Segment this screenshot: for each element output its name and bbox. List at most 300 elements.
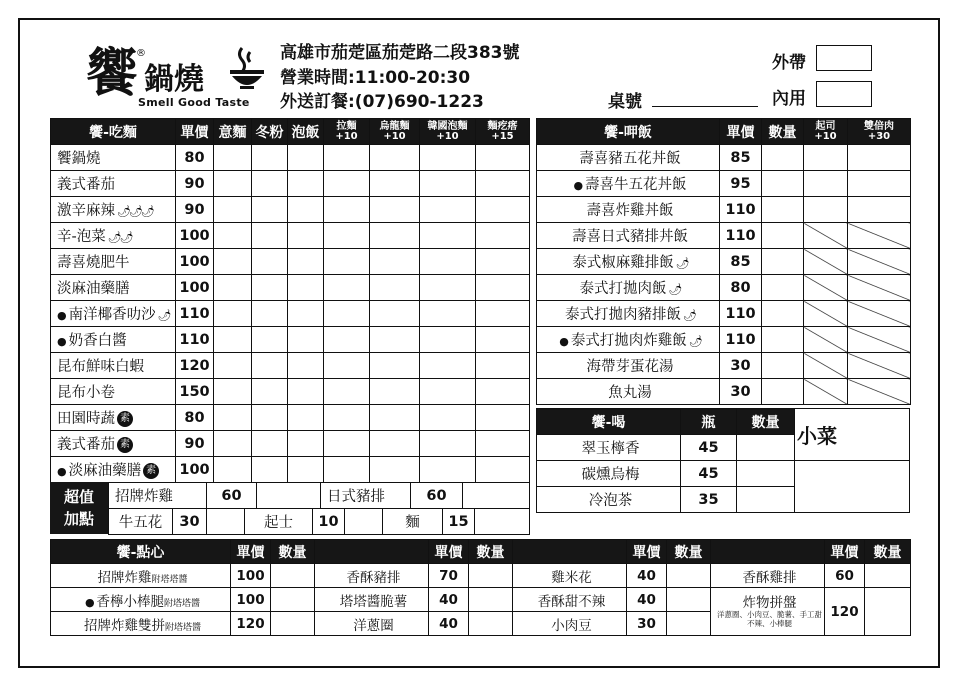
qty-cell[interactable] [370, 171, 420, 197]
qty-cell[interactable] [476, 327, 530, 353]
menu-item [51, 379, 176, 405]
cheese-addon-cell[interactable] [804, 171, 848, 197]
item-price: 30 [720, 353, 762, 379]
addon-price: 15 [443, 509, 475, 535]
qty-cell[interactable] [469, 564, 513, 588]
item-price: 90 [176, 431, 214, 457]
item-name: 冷泡茶 [588, 493, 633, 509]
menu-item [51, 353, 176, 379]
qty-cell[interactable] [420, 353, 476, 379]
column-header-blank [513, 540, 627, 564]
menu-row [537, 353, 911, 379]
item-name: 義式番茄 [57, 177, 115, 193]
menu-row [51, 353, 530, 379]
menu-row [537, 171, 911, 197]
qty-cell[interactable] [214, 145, 252, 171]
qty-cell[interactable] [214, 405, 252, 431]
qty-cell[interactable] [476, 457, 530, 483]
qty-cell[interactable] [370, 223, 420, 249]
qty-cell[interactable] [476, 405, 530, 431]
qty-cell[interactable] [370, 327, 420, 353]
item-name: 辛-泡菜 [57, 229, 106, 245]
menu-row [51, 457, 530, 483]
qty-cell[interactable] [420, 171, 476, 197]
item-price: 150 [176, 379, 214, 405]
snack-price: 100 [231, 564, 271, 588]
item-name: 泰式打拋肉炸雞飯 [570, 333, 687, 349]
double-meat-addon-cell[interactable] [848, 171, 911, 197]
qty-cell[interactable] [324, 249, 370, 275]
menu-item [51, 249, 176, 275]
drink-row [537, 435, 795, 461]
qty-cell[interactable] [420, 145, 476, 171]
menu-row [51, 249, 530, 275]
addon-table-2 [108, 508, 530, 535]
menu-row [537, 327, 911, 353]
addon-name: 起士 [245, 509, 313, 535]
takeout-checkbox[interactable] [816, 45, 872, 71]
menu-row [51, 171, 530, 197]
qty-cell[interactable] [214, 457, 252, 483]
qty-cell[interactable] [252, 327, 288, 353]
qty-cell[interactable] [288, 275, 324, 301]
item-name: 翠玉檸香 [581, 441, 640, 457]
qty-cell[interactable] [271, 588, 315, 612]
menu-item [51, 431, 176, 457]
chili-icon: 🌶 [157, 309, 170, 322]
menu-item [51, 301, 176, 327]
column-header: 麵疙瘩 +15 [476, 119, 530, 145]
drink-price: 35 [681, 487, 737, 513]
menu-item [51, 275, 176, 301]
snack-item [51, 612, 231, 636]
combo-note: 附塔塔醬 [151, 574, 188, 585]
cheese-addon-cell [804, 249, 848, 275]
addon-price: 10 [313, 509, 345, 535]
snack-price: 70 [429, 564, 469, 588]
cheese-addon-cell [804, 379, 848, 405]
item-name: 香檸小棒腿 [96, 593, 165, 610]
column-header: 單價 [231, 540, 271, 564]
addon-table [108, 482, 530, 509]
snack-row [51, 588, 911, 612]
drink-menu-table [536, 408, 795, 513]
item-name: 泰式椒麻雞排飯 [572, 255, 674, 271]
drink-item [537, 487, 681, 513]
qty-cell[interactable] [324, 275, 370, 301]
qty-cell[interactable] [476, 249, 530, 275]
item-price: 110 [720, 327, 762, 353]
qty-cell[interactable] [420, 249, 476, 275]
qty-cell[interactable] [667, 612, 711, 636]
snack-price: 40 [429, 612, 469, 636]
qty-cell[interactable] [476, 223, 530, 249]
qty-cell[interactable] [370, 249, 420, 275]
drink-row [537, 461, 795, 487]
qty-cell[interactable] [324, 301, 370, 327]
snack-row [51, 564, 911, 588]
qty-cell[interactable] [288, 405, 324, 431]
item-name: 壽喜燒肥牛 [57, 255, 130, 271]
menu-item [537, 171, 720, 197]
table-number-field[interactable] [652, 106, 758, 107]
qty-cell[interactable] [214, 379, 252, 405]
qty-cell[interactable] [288, 197, 324, 223]
qty-cell[interactable] [324, 431, 370, 457]
qty-cell[interactable] [476, 301, 530, 327]
double-meat-addon-cell [848, 327, 911, 353]
qty-cell[interactable] [762, 327, 804, 353]
qty-cell[interactable] [288, 353, 324, 379]
qty-cell[interactable] [476, 197, 530, 223]
menu-row [51, 301, 530, 327]
delivery-phone: 外送訂餐:(07)690-1223 [280, 92, 484, 112]
qty-cell[interactable] [762, 223, 804, 249]
qty-cell[interactable] [420, 379, 476, 405]
qty-cell[interactable] [288, 249, 324, 275]
cheese-addon-cell[interactable] [804, 145, 848, 171]
column-header: 雙倍肉 +30 [848, 119, 911, 145]
item-price: 90 [176, 197, 214, 223]
menu-row [537, 379, 911, 405]
vegetarian-icon: 素 [143, 463, 159, 479]
qty-cell[interactable] [476, 145, 530, 171]
chef-recommend-icon: ● [57, 465, 67, 478]
qty-cell[interactable] [252, 223, 288, 249]
qty-cell[interactable] [252, 171, 288, 197]
snack-item [711, 564, 825, 588]
qty-cell[interactable] [288, 171, 324, 197]
menu-item [537, 249, 720, 275]
qty-cell[interactable] [324, 197, 370, 223]
item-price: 120 [176, 353, 214, 379]
snack-item [315, 588, 429, 612]
qty-cell[interactable] [370, 379, 420, 405]
menu-row [537, 145, 911, 171]
column-header: 拉麵 +10 [324, 119, 370, 145]
qty-cell[interactable] [252, 145, 288, 171]
item-name: 招牌炸雞 [97, 569, 152, 586]
cheese-addon-cell[interactable] [804, 197, 848, 223]
double-meat-addon-cell[interactable] [848, 197, 911, 223]
qty-cell[interactable] [762, 171, 804, 197]
qty-cell[interactable] [252, 275, 288, 301]
qty-cell[interactable] [271, 564, 315, 588]
column-header: 泡飯 [288, 119, 324, 145]
combo-note: 附塔塔醬 [164, 598, 201, 609]
addon-name: 牛五花 [109, 509, 173, 535]
qty-cell[interactable] [370, 301, 420, 327]
menu-row [537, 223, 911, 249]
item-name: 炸物拼盤 [742, 594, 797, 611]
qty-cell[interactable] [737, 435, 795, 461]
takeout-label: 外帶 [772, 53, 806, 73]
qty-cell[interactable] [252, 353, 288, 379]
qty-cell[interactable] [469, 612, 513, 636]
column-header: 韓國泡麵 +10 [420, 119, 476, 145]
item-name: 奶香白醬 [68, 333, 127, 349]
dinein-checkbox[interactable] [816, 81, 872, 107]
rice-menu-table [536, 118, 911, 405]
qty-cell[interactable] [271, 612, 315, 636]
side-dish-qty-cell[interactable] [795, 461, 910, 513]
qty-cell[interactable] [324, 405, 370, 431]
qty-cell[interactable] [252, 457, 288, 483]
combo-note: 附塔塔醬 [164, 622, 201, 633]
snack-price: 120 [231, 612, 271, 636]
qty-cell[interactable] [214, 431, 252, 457]
qty-cell[interactable] [762, 301, 804, 327]
qty-cell[interactable] [324, 223, 370, 249]
qty-cell[interactable] [324, 171, 370, 197]
qty-cell[interactable] [370, 457, 420, 483]
addon-qty-cell[interactable] [207, 509, 245, 535]
addon-qty-cell[interactable] [345, 509, 383, 535]
column-header: 數量 [737, 409, 795, 435]
logo [86, 44, 266, 114]
column-header: 單價 [176, 119, 214, 145]
item-name: 塔塔醬脆薯 [339, 593, 408, 610]
double-meat-addon-cell [848, 223, 911, 249]
qty-cell[interactable] [324, 145, 370, 171]
qty-cell[interactable] [420, 431, 476, 457]
qty-cell[interactable] [252, 405, 288, 431]
qty-cell[interactable] [288, 223, 324, 249]
item-price: 80 [720, 275, 762, 301]
vegetarian-icon: 素 [117, 411, 133, 427]
double-meat-addon-cell [848, 353, 911, 379]
item-price: 110 [176, 301, 214, 327]
column-header: 起司 +10 [804, 119, 848, 145]
qty-cell[interactable] [324, 457, 370, 483]
qty-cell[interactable] [214, 249, 252, 275]
column-header: 單價 [825, 540, 865, 564]
column-header: 烏龍麵 +10 [370, 119, 420, 145]
chef-recommend-icon: ● [559, 335, 569, 348]
item-name: 南洋椰香叻沙 [68, 307, 156, 323]
qty-cell[interactable] [370, 197, 420, 223]
double-meat-addon-cell[interactable] [848, 145, 911, 171]
item-name: 昆布鮮味白蝦 [57, 359, 144, 375]
item-price: 80 [176, 405, 214, 431]
qty-cell[interactable] [762, 353, 804, 379]
qty-cell[interactable] [420, 223, 476, 249]
addon-price: 60 [207, 483, 257, 509]
item-name: 香酥豬排 [346, 569, 401, 586]
column-header-blank [315, 540, 429, 564]
cheese-addon-cell [804, 327, 848, 353]
qty-cell[interactable] [324, 353, 370, 379]
item-note: 洋蔥圈、小肉豆、脆薯、手工甜不辣、小棒腿 [717, 609, 822, 628]
drink-price: 45 [681, 435, 737, 461]
qty-cell[interactable] [324, 327, 370, 353]
column-header: 單價 [429, 540, 469, 564]
menu-item [51, 327, 176, 353]
qty-cell[interactable] [370, 353, 420, 379]
double-meat-addon-cell [848, 249, 911, 275]
qty-cell[interactable] [737, 487, 795, 513]
qty-cell[interactable] [420, 405, 476, 431]
menu-item [537, 145, 720, 171]
addon-qty-cell[interactable] [257, 483, 321, 509]
drink-item [537, 461, 681, 487]
menu-row [51, 379, 530, 405]
item-name: 田園時蔬 [57, 411, 115, 427]
logo-tagline: Smell Good Taste [138, 96, 250, 109]
qty-cell[interactable] [420, 301, 476, 327]
column-header: 冬粉 [252, 119, 288, 145]
snack-item [315, 612, 429, 636]
logo-big-char: 饗 [86, 44, 139, 104]
item-name: 淡麻油藥膳 [68, 463, 142, 479]
qty-cell[interactable] [252, 301, 288, 327]
item-name: 海帶芽蛋花湯 [586, 359, 674, 375]
menu-item [51, 145, 176, 171]
qty-cell[interactable] [476, 431, 530, 457]
qty-cell[interactable] [288, 431, 324, 457]
qty-cell[interactable] [370, 145, 420, 171]
qty-cell[interactable] [762, 145, 804, 171]
item-price: 95 [720, 171, 762, 197]
menu-row [51, 327, 530, 353]
qty-cell[interactable] [762, 197, 804, 223]
snack-item [513, 612, 627, 636]
addon-qty-cell[interactable] [463, 483, 530, 509]
item-price: 85 [720, 249, 762, 275]
addon-name: 麵 [383, 509, 443, 535]
qty-cell[interactable] [252, 431, 288, 457]
column-header: 單價 [720, 119, 762, 145]
menu-item [51, 197, 176, 223]
qty-cell[interactable] [252, 197, 288, 223]
item-name: 小肉豆 [551, 617, 592, 634]
column-header-blank [711, 540, 825, 564]
menu-item [537, 275, 720, 301]
menu-item [537, 197, 720, 223]
column-header: 饗-點心 [51, 540, 231, 564]
qty-cell[interactable] [288, 145, 324, 171]
column-header: 單價 [627, 540, 667, 564]
qty-cell[interactable] [214, 275, 252, 301]
qty-cell[interactable] [667, 564, 711, 588]
item-name: 昆布小卷 [57, 385, 115, 401]
qty-cell[interactable] [476, 353, 530, 379]
qty-cell[interactable] [476, 275, 530, 301]
side-dish-label: 小菜 [797, 424, 837, 448]
qty-cell[interactable] [214, 197, 252, 223]
qty-cell[interactable] [324, 379, 370, 405]
qty-cell[interactable] [214, 353, 252, 379]
item-price: 100 [176, 275, 214, 301]
menu-item [537, 301, 720, 327]
column-header: 數量 [865, 540, 911, 564]
chili-icon: 🌶🌶 [107, 231, 132, 244]
chili-icon: 🌶 [668, 283, 681, 296]
item-price: 110 [720, 301, 762, 327]
addon-qty-cell[interactable] [475, 509, 530, 535]
qty-cell[interactable] [420, 197, 476, 223]
addon-price: 30 [173, 509, 207, 535]
menu-row [537, 249, 911, 275]
qty-cell[interactable] [420, 457, 476, 483]
qty-cell[interactable] [762, 379, 804, 405]
qty-cell[interactable] [288, 301, 324, 327]
qty-cell[interactable] [370, 431, 420, 457]
addon-name: 日式豬排 [321, 483, 411, 509]
snack-price: 100 [231, 588, 271, 612]
column-header: 饗-吃麵 [51, 119, 176, 145]
item-name: 饗鍋燒 [57, 151, 101, 167]
menu-item [537, 327, 720, 353]
item-name: 雞米花 [551, 569, 592, 586]
qty-cell[interactable] [667, 588, 711, 612]
qty-cell[interactable] [865, 564, 911, 588]
snack-price: 40 [627, 564, 667, 588]
menu-row [537, 301, 911, 327]
snack-price: 40 [429, 588, 469, 612]
item-price: 80 [176, 145, 214, 171]
item-name: 香酥甜不辣 [537, 593, 606, 610]
snack-menu-table [50, 539, 911, 636]
column-header: 數量 [271, 540, 315, 564]
snack-price: 120 [825, 588, 865, 636]
cheese-addon-cell [804, 223, 848, 249]
qty-cell[interactable] [288, 457, 324, 483]
qty-cell[interactable] [214, 301, 252, 327]
qty-cell[interactable] [288, 327, 324, 353]
qty-cell[interactable] [420, 275, 476, 301]
addon-name: 招牌炸雞 [109, 483, 207, 509]
qty-cell[interactable] [762, 275, 804, 301]
qty-cell[interactable] [737, 461, 795, 487]
item-name: 激辛麻辣 [57, 203, 115, 219]
column-header: 瓶 [681, 409, 737, 435]
vegetarian-icon: 素 [117, 437, 133, 453]
qty-cell[interactable] [252, 379, 288, 405]
chili-icon: 🌶🌶🌶 [117, 205, 153, 218]
qty-cell[interactable] [476, 171, 530, 197]
item-name: 壽喜日式豬排丼飯 [572, 229, 688, 245]
menu-row [51, 405, 530, 431]
qty-cell[interactable] [476, 379, 530, 405]
snack-price: 60 [825, 564, 865, 588]
item-name: 香酥雞排 [742, 569, 797, 586]
drink-item [537, 435, 681, 461]
menu-item [51, 405, 176, 431]
qty-cell[interactable] [469, 588, 513, 612]
menu-row [51, 145, 530, 171]
addon-label: 超值 加點 [50, 482, 108, 534]
qty-cell[interactable] [252, 249, 288, 275]
qty-cell[interactable] [865, 588, 911, 636]
qty-cell[interactable] [288, 379, 324, 405]
menu-row [537, 275, 911, 301]
cheese-addon-cell [804, 275, 848, 301]
qty-cell[interactable] [214, 327, 252, 353]
qty-cell[interactable] [370, 405, 420, 431]
qty-cell[interactable] [762, 249, 804, 275]
table-number-label: 桌號 [608, 92, 642, 112]
snack-item [711, 588, 825, 636]
qty-cell[interactable] [370, 275, 420, 301]
chef-recommend-icon: ● [57, 309, 67, 322]
qty-cell[interactable] [420, 327, 476, 353]
column-header: 饗-呷飯 [537, 119, 720, 145]
qty-cell[interactable] [214, 171, 252, 197]
qty-cell[interactable] [214, 223, 252, 249]
cheese-addon-cell [804, 353, 848, 379]
chili-icon: 🌶 [688, 335, 701, 348]
